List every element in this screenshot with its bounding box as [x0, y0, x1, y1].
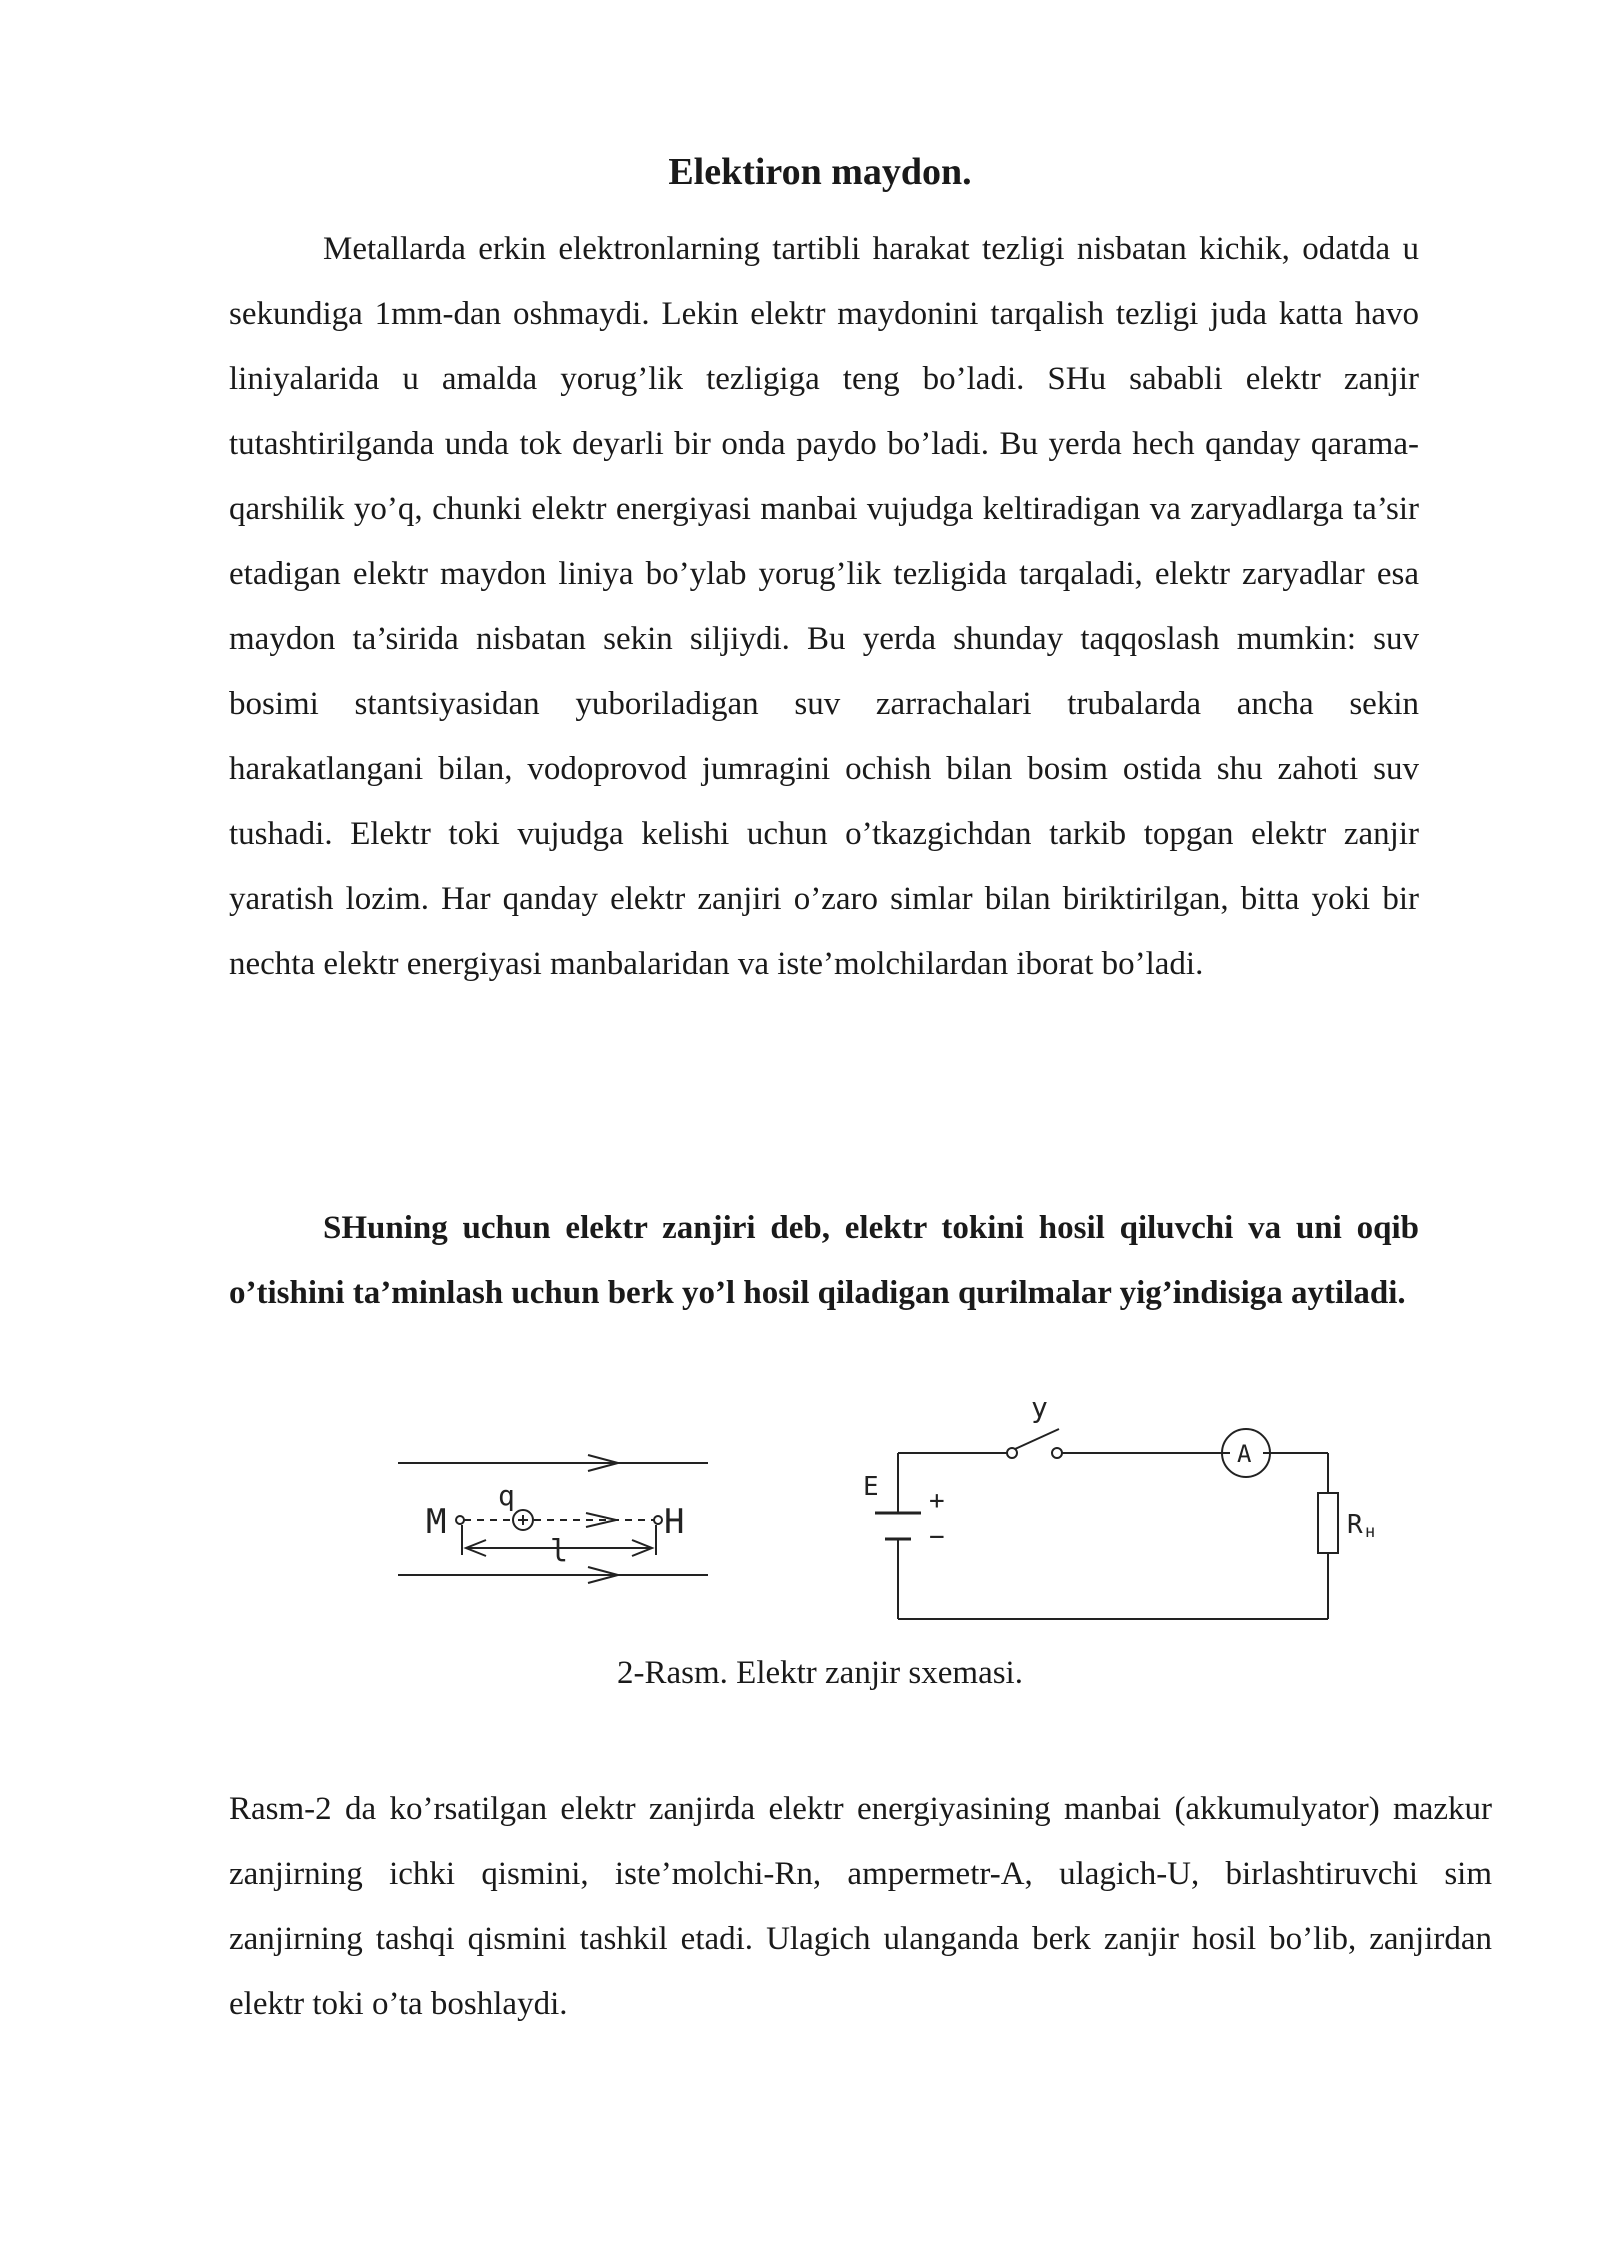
paragraph-definition: SHuning uchun elektr zanjiri deb, elektr tokini hosil qiluvchi va uni oqib o’tishini ta’minlash uchun berk yo’l hosil qiladigan qurilmalar yig’indisiga aytiladi.	[229, 1210, 1419, 1311]
label-switch-y: y	[1031, 1391, 1048, 1424]
paragraph-intro: Metallarda erkin elektronlarning tartibli harakat tezligi nisbatan kichik, odatda u sekundiga 1mm-dan oshmaydi. Lekin elektr maydonini tarqalish tezligi juda katta havo liniyalarida u amalda yorug’lik tezligiga teng bo’ladi. SHu sababli elektr zanjir tutashtirilganda unda tok deyarli bir onda paydo bo’ladi. Bu yerda hech qanday qarama-qarshilik yo’q, chunki elektr energiyasi manbai vujudga keltiradigan va zaryadlarga ta’sir etadigan elektr maydon liniya bo’ylab yorug’lik tezligida tarqaladi, elektr zaryadlar esa maydon ta’sirida nisbatan sekin siljiydi. Bu yerda shunday taqqoslash mumkin: suv bosimi stantsiyasidan yuboriladigan suv zarrachalari trubalarda ancha sekin harakatlangani bilan, vodoprovod jumragini ochish bilan bosim ostida shu zahoti suv tushadi. Elektr toki vujudga kelishi uchun o’tkazgichdan tarkib topgan elektr zanjir yaratish lozim. Har qanday elektr zanjiri o’zaro simlar bilan biriktirilgan, bitta yoki bir nechta elektr energiyasi manbalaridan va iste’molchilardan iborat bo’ladi.	[229, 231, 1419, 982]
label-plus: +	[929, 1486, 945, 1516]
label-m: M	[426, 1502, 447, 1542]
paragraph-explanation: Rasm-2 da ko’rsatilgan elektr zanjirda elektr energiyasining manbai (akkumulyator) mazkur zanjirning ichki qismini, iste’molchi-Rn, ampermetr-A, ulagich-U, birlashtiruvchi sim zanjirning tashqi qismini tashkil etadi. Ulagich ulanganda berk zanjir hosil bo’lib, zanjirdan elektr toki o’ta boshlaydi.	[229, 1791, 1492, 2022]
terminal-m	[456, 1516, 464, 1524]
label-h: H	[664, 1502, 685, 1542]
switch-contact-right	[1052, 1448, 1062, 1458]
label-resistor-r: R	[1347, 1510, 1363, 1540]
page-title: Elektiron maydon.	[668, 151, 972, 193]
label-minus: −	[929, 1522, 945, 1552]
label-l: l	[550, 1534, 569, 1569]
label-ammeter-a: A	[1237, 1440, 1252, 1468]
switch-blade	[1015, 1429, 1059, 1449]
resistor-body	[1318, 1493, 1338, 1553]
terminal-h	[654, 1516, 662, 1524]
field-diagram	[390, 1445, 720, 1595]
figure-caption: 2-Rasm. Elektr zanjir sxemasi.	[617, 1655, 1023, 1691]
label-resistor-sub: н	[1365, 1522, 1376, 1542]
circuit-diagram	[855, 1391, 1395, 1625]
label-q: q	[498, 1479, 515, 1512]
label-battery-e: E	[863, 1472, 879, 1502]
